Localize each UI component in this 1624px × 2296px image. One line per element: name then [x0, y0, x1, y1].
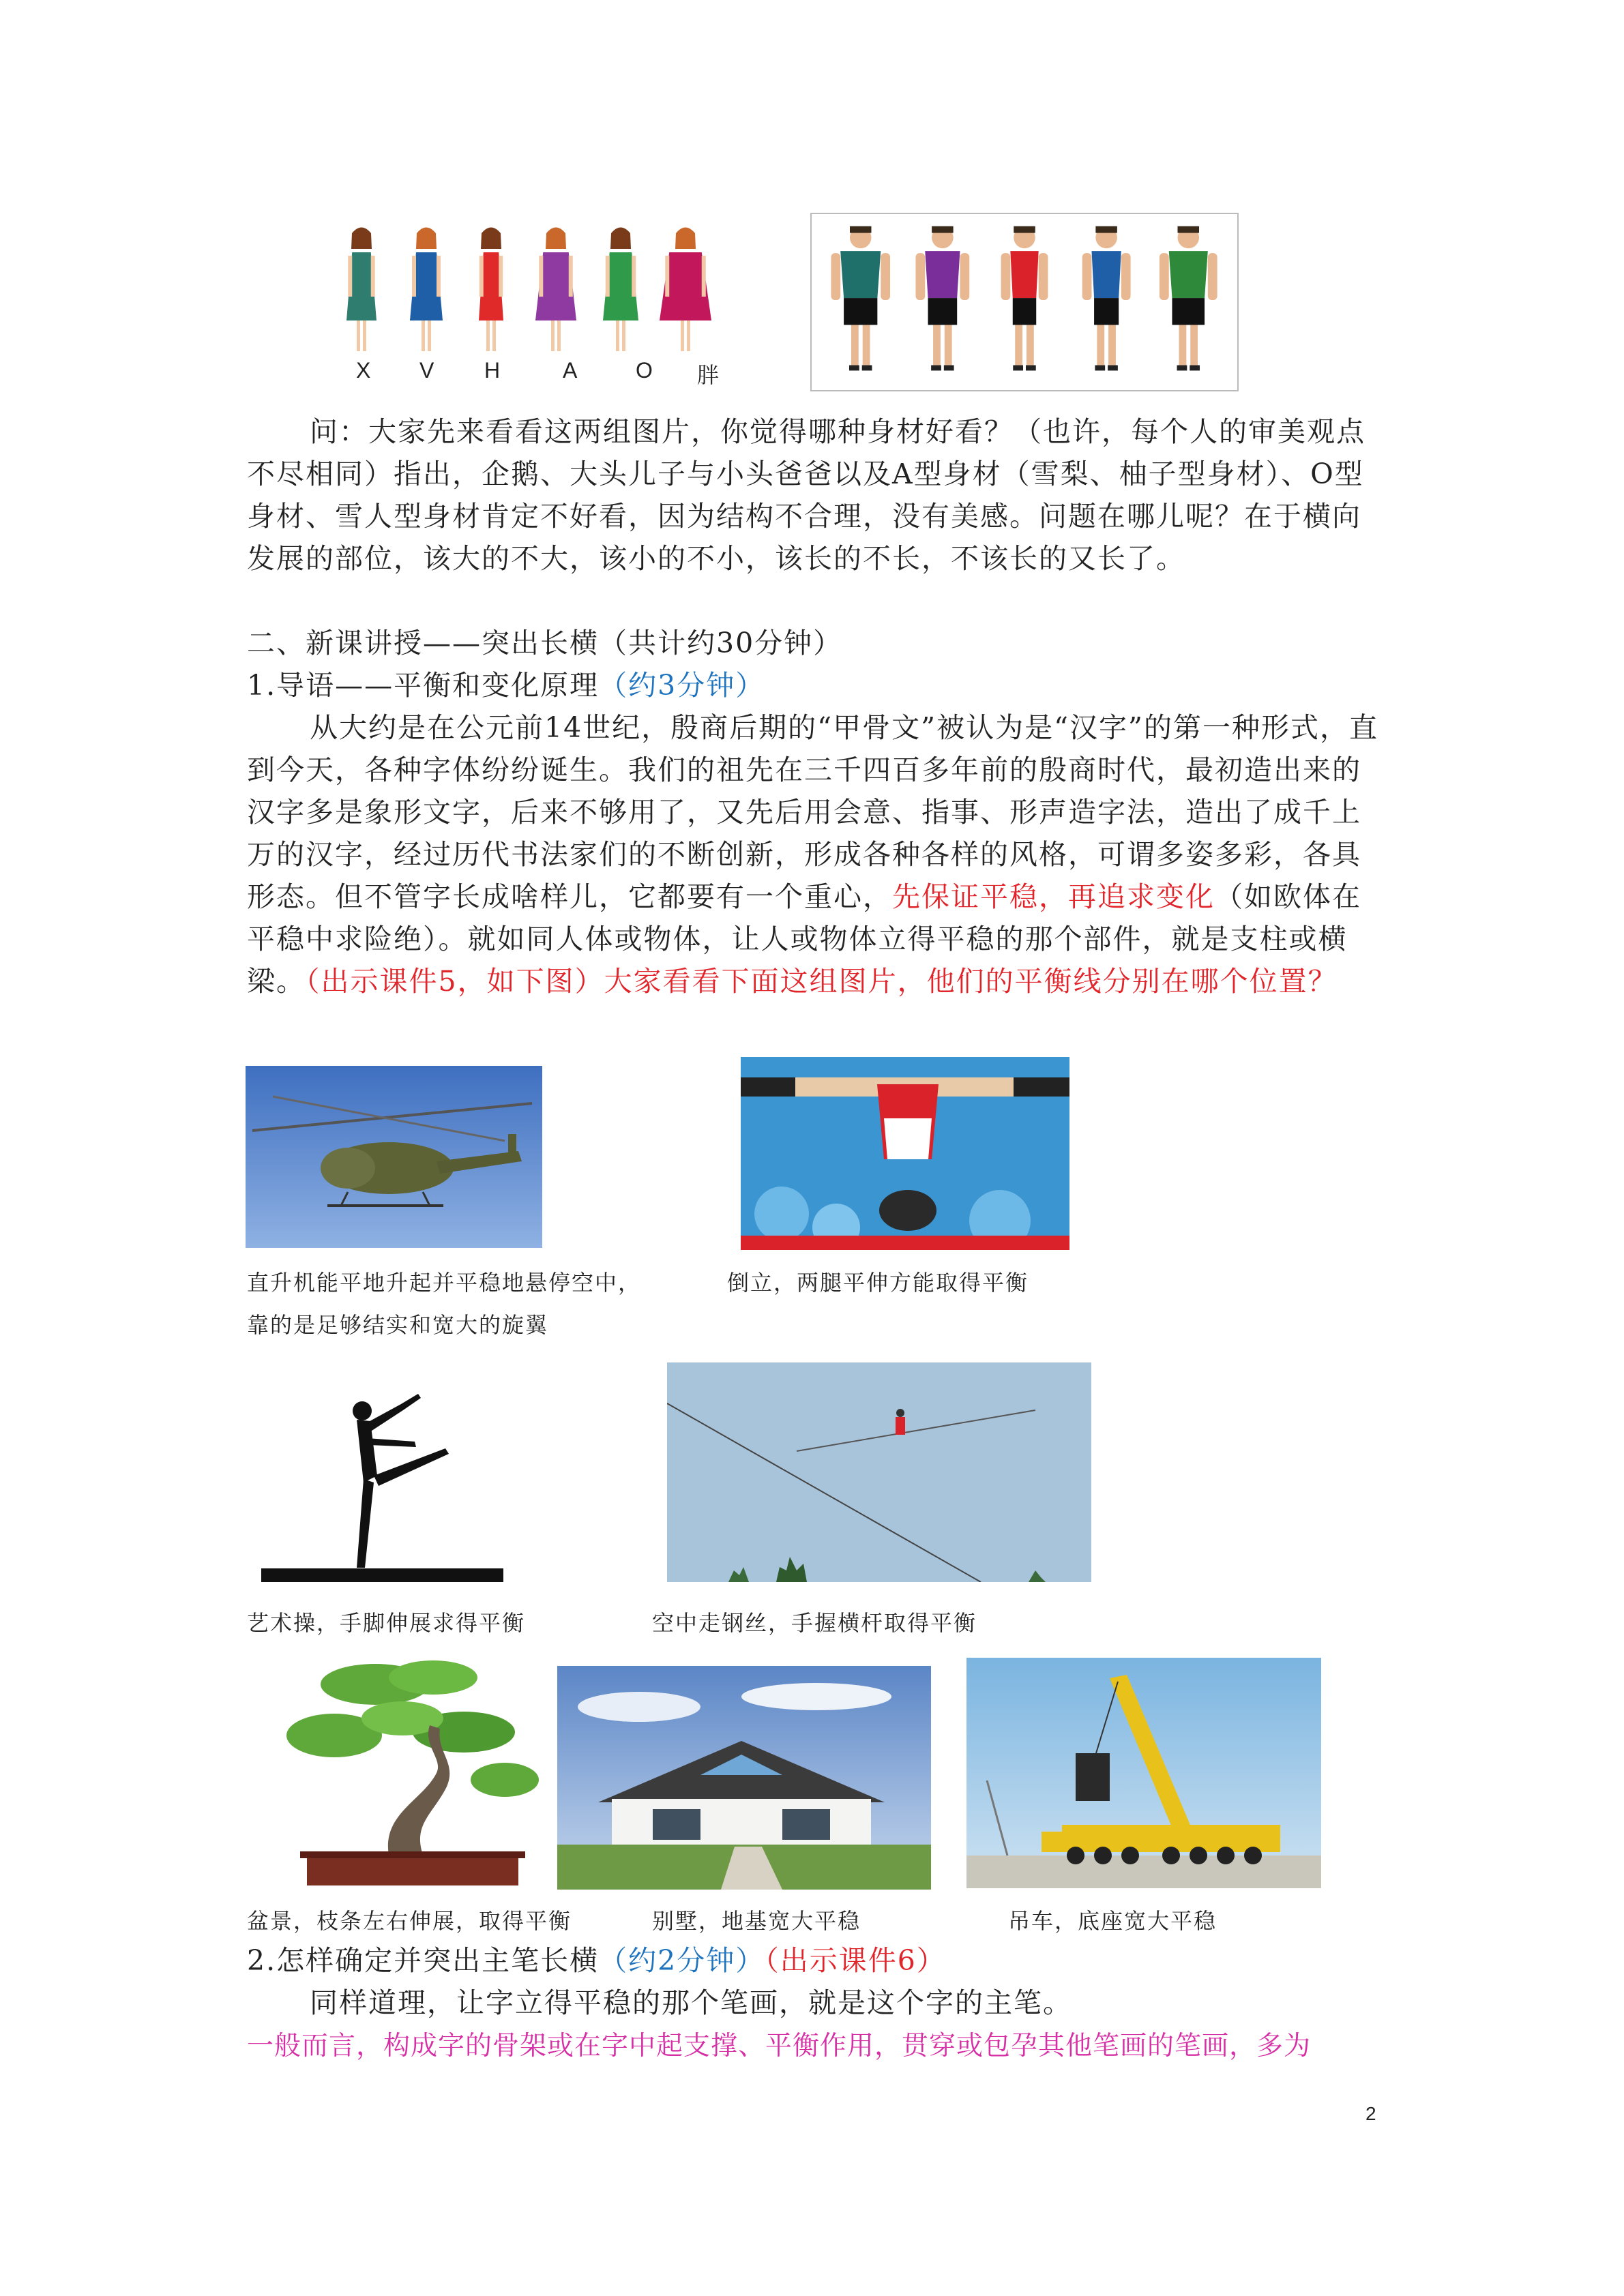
women-label-fat: 胖	[697, 362, 720, 388]
woman-figure	[479, 228, 503, 352]
woman-figure	[603, 228, 638, 352]
caption-villa: 别墅，地基宽大平稳	[652, 1908, 861, 1934]
crane-truck-image	[966, 1658, 1321, 1888]
man-figure	[831, 226, 890, 371]
caption-crane: 吊车，底座宽大平稳	[1008, 1908, 1217, 1934]
courseware-6-note: （出示课件6）	[765, 1944, 946, 1977]
subheading-balance-principle: 1.导语——平衡和变化原理（约3分钟）	[247, 669, 765, 702]
women-label-h: H	[484, 358, 501, 383]
women-label-o: O	[636, 358, 653, 383]
highlight-courseware-5: （出示课件5，如下图）大家看看下面这组图片，他们的平衡线分别在哪个位置？	[306, 965, 1338, 998]
women-label-v: V	[419, 358, 434, 383]
man-figure	[1160, 226, 1217, 371]
woman-figure	[346, 228, 377, 352]
villa-image	[557, 1666, 931, 1890]
caption-helicopter-line1: 直升机能平地升起并平稳地悬停空中，	[247, 1270, 642, 1296]
tightrope-walker-image	[667, 1362, 1091, 1582]
caption-handstand: 倒立，两腿平伸方能取得平衡	[727, 1270, 1029, 1296]
time-note: （约3分钟）	[599, 669, 765, 702]
page-number: 2	[1365, 2103, 1376, 2124]
caption-helicopter-line2: 靠的是足够结实和宽大的旋翼	[247, 1312, 549, 1338]
paragraph-main-stroke-definition: 一般而言，构成字的骨架或在字中起支撑、平衡作用，贯穿或包孕其他笔画的笔画，多为	[247, 2031, 1312, 2061]
bonsai-image	[286, 1650, 542, 1890]
women-shape-labels	[307, 358, 771, 392]
paragraph-main-stroke: 同样道理，让字立得平稳的那个笔画，就是这个字的主笔。	[310, 1986, 1072, 2019]
man-figure	[1082, 226, 1131, 371]
man-figure	[915, 226, 969, 371]
time-note: （约2分钟）	[599, 1944, 765, 1977]
paragraph-balance-change: 从大约是在公元前14世纪，殷商后期的“甲骨文”被认为是“汉字”的第一种形式，直到今天，各种字体纷纷诞生。我们的祖先在三千四百多年前的殷商时代，最初造出来的汉字多是象形文字，后来不够用了，又先后用会意、指事、形声造字法，造出了成千上万的汉字，经过历代书法家们的不断创新，形成各种各样的风格，可谓多姿多彩，各具形态。但不管字长成啥样儿，它都要有一个重心，先保证平稳，再追求变化（如欧体在平稳中求险绝）。就如同人体或物体，让人或物体立得平稳的那个部件，就是支柱或横梁。（出示课件5，如下图）大家看看下面这组图片，他们的平衡线分别在哪个位置？	[247, 711, 1379, 998]
section-heading-new-lesson: 二、新课讲授——突出长横（共计约30分钟）	[247, 627, 843, 659]
woman-figure	[660, 228, 711, 352]
handstand-image	[741, 1057, 1069, 1250]
paragraph-body-shapes: 问：大家先来看看这两组图片，你觉得哪种身材好看？（也许，每个人的审美观点不尽相同）指出，企鹅、大头儿子与小头爸爸以及A型身材（雪梨、柚子型身材）、O型身材、雪人型身材肯定不好看，因为结构不合理，没有美感。问题在哪儿呢？在于横向发展的部位，该大的不大，该小的不小，该长的不长，不该长的又长了。	[247, 415, 1365, 575]
woman-figure	[410, 228, 443, 352]
highlight-stability: 先保证平稳，再追求变化	[892, 880, 1215, 913]
women-label-x: X	[356, 358, 371, 383]
caption-bonsai: 盆景，枝条左右伸展，取得平衡	[247, 1908, 572, 1934]
gymnast-silhouette-image	[261, 1373, 503, 1582]
man-figure	[1001, 226, 1048, 371]
caption-tightrope: 空中走钢丝，手握横杆取得平衡	[652, 1610, 977, 1636]
woman-figure	[535, 228, 576, 352]
women-label-a: A	[563, 358, 578, 383]
caption-gymnast: 艺术操，手脚伸展求得平衡	[247, 1610, 526, 1636]
subheading-main-stroke: 2.怎样确定并突出主笔长横（约2分钟）（出示课件6）	[247, 1944, 946, 1977]
helicopter-image	[246, 1066, 542, 1248]
men-body-shapes-image	[810, 213, 1239, 391]
